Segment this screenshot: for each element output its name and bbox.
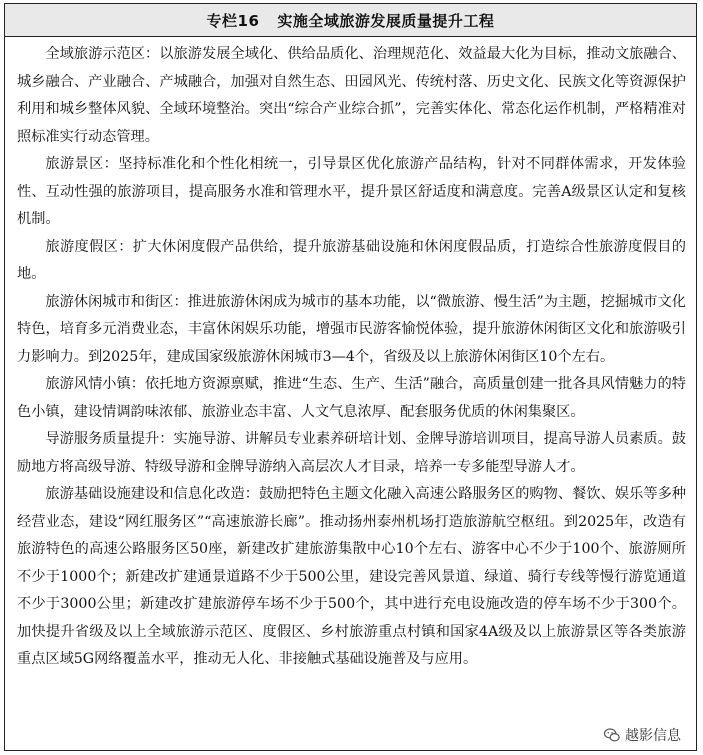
paragraph-infrastructure: 旅游基础设施建设和信息化改造：鼓励把特色主题文化融入高速公路服务区的购物、餐饮、娱乐等多种经营业态，建设“网红服务区”“高速旅游长廊”。推动扬州泰州机场打造旅游航空枢纽。到2025年，改造有旅游特色的高速公路服务区50座，新建改扩建旅游集散中心10个左右、游客中心不少于100个、旅游厕所不少于1000个；新建改扩建通景道路不少于500公里，建设完善风景道、绿道、骑行专线等慢行游览通道不少于3000公里；新建改扩建旅游停车场不少于500个，其中进行充电设施改造的停车场不少于300个。加快提升省级及以上全域旅游示范区、度假区、乡村旅游重点村镇和国家4A级及以上旅游景区等各类旅游重点区域5G网络覆盖水平，推动无人化、非接触式基础设施普及与应用。 [17,486,686,667]
paragraph-scenic-area: 旅游景区：坚持标准化和个性化相统一，引导景区优化旅游产品结构，针对不同群体需求，开发体验性、互动性强的旅游项目，提高服务水准和管理水平，提升景区舒适度和满意度。完善A级景区认定和复核机制。 [17,156,686,227]
watermark-text: 越影信息 [625,728,681,744]
box-title: 实施全域旅游发展质量提升工程 [277,11,495,30]
feature-box [4,3,697,751]
box-title-bar [5,4,696,37]
paragraph-leisure-city: 旅游休闲城市和街区：推进旅游休闲成为城市的基本功能，以“微旅游、慢生活”为主题，挖掘城市文化特色，培育多元消费业态，丰富休闲娱乐功能，增强市民游客愉悦体验，提升旅游休闲街区文化和旅游吸引力影响力。到2025年，建成国家级旅游休闲城市3—4个，省级及以上旅游休闲街区10个左右。 [17,293,686,365]
paragraph-guide-service: 导游服务质量提升：实施导游、讲解员专业素养研培计划、金牌导游培训项目，提高导游人员素质。鼓励地方将高级导游、特级导游和金牌导游纳入高层次人才目录，培养一专多能型导游人才。 [17,431,686,475]
paragraph-demo-zone: 全域旅游示范区：以旅游发展全域化、供给品质化、治理规范化、效益最大化为目标，推动文旅融合、城乡融合、产业融合、产城融合，加强对自然生态、田园风光、传统村落、历史文化、民族文化等资源保护利用和城乡整体风貌、全域环境整治。突出“综合产业综合抓”，完善实体化、常态化运作机制，严格精准对照标准实行动态管理。 [17,46,686,145]
paragraph-resort: 旅游度假区：扩大休闲度假产品供给，提升旅游基础设施和休闲度假品质，打造综合性旅游度假目的地。 [17,238,686,282]
watermark [599,725,685,745]
paragraph-style-town: 旅游风情小镇：依托地方资源禀赋，推进“生态、生产、生活”融合，高质量创建一批各具风情魅力的特色小镇，建设情调韵味浓郁、旅游业态丰富、人文气息浓厚、配套服务优质的休闲集聚区。 [17,376,686,420]
wechat-icon [603,726,621,744]
box-content [5,37,696,674]
box-number: 专栏16 [206,11,260,30]
